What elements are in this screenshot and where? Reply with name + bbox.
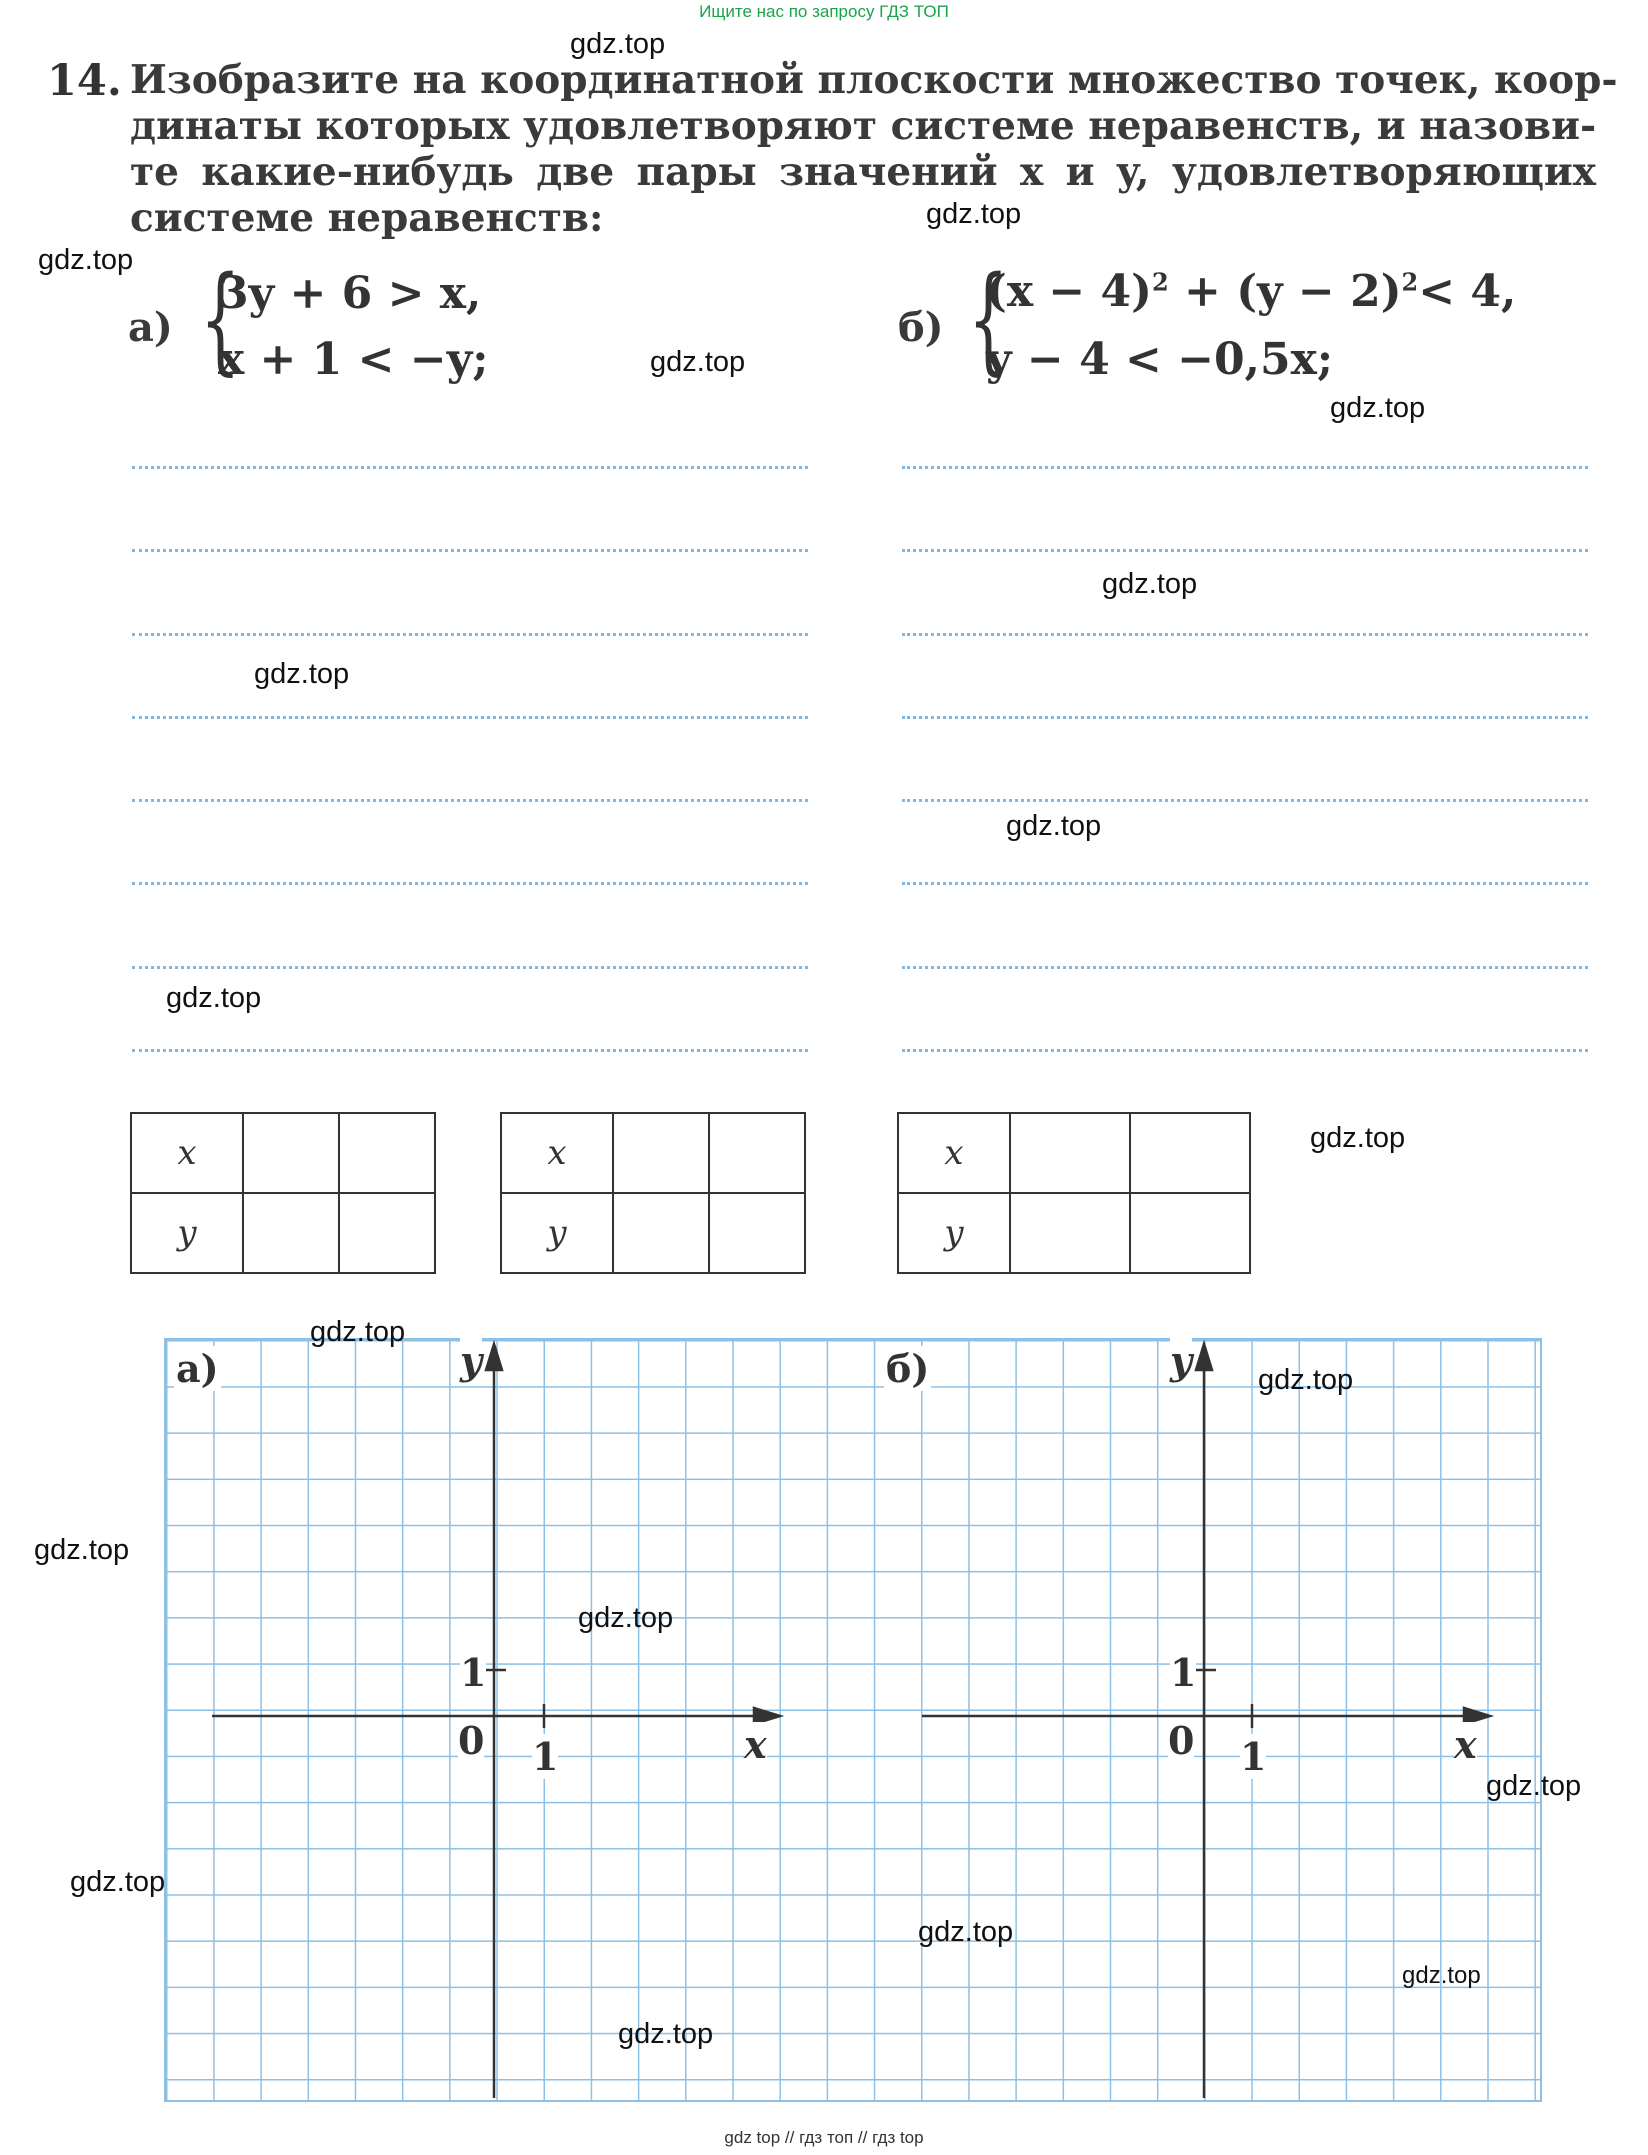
graph-a-x-tick-label: 1: [532, 1734, 559, 1779]
graph-b-origin: 0: [1168, 1718, 1195, 1763]
watermark: gdz.top: [38, 244, 134, 276]
system-a-inequality-2: x + 1 < −y;: [218, 334, 489, 385]
graph-b-x-label: x: [1454, 1722, 1477, 1767]
table-row-label-x: x: [131, 1113, 243, 1193]
search-hint: Ищите нас по запросу ГДЗ ТОП: [699, 2, 949, 21]
table-row-label-y: y: [898, 1193, 1010, 1273]
watermark: gdz.top: [166, 982, 262, 1014]
watermark: gdz.top: [254, 658, 350, 690]
system-a-inequality-1: 3y + 6 > x,: [218, 268, 482, 319]
task-text-line-1: Изобразите на координатной плоскости множество точек, коор-: [130, 57, 1618, 103]
watermark: gdz.top: [578, 1602, 674, 1634]
watermark: gdz.top: [926, 198, 1022, 230]
graph-b-x-tick-label: 1: [1240, 1734, 1267, 1779]
table-row-label-y: y: [131, 1193, 243, 1273]
graph-b-y-tick-label: 1: [1170, 1650, 1197, 1695]
watermark: gdz.top: [918, 1916, 1014, 1948]
watermark: gdz.top: [1258, 1364, 1354, 1396]
graph-b-y-label: y: [1170, 1338, 1193, 1383]
brace-icon: {: [200, 252, 241, 387]
graph-b-label: б): [886, 1346, 930, 1391]
task-text-line-4: системе неравенств:: [130, 195, 604, 241]
task-text-line-3: те какие-нибудь две пары значений x и y, удовлетворяющих: [130, 149, 1596, 195]
system-b-inequality-1: $(x - 4)^2 + (y - 2)^2< 4$,: [986, 266, 1517, 317]
task-number: 14.: [47, 56, 122, 106]
table-row-label-x: x: [501, 1113, 613, 1193]
graph-a-y-label: y: [460, 1338, 483, 1383]
system-b-inequality-2: y − 4 < −0,5x;: [986, 334, 1334, 385]
watermark: gdz.top: [570, 28, 666, 60]
watermark: gdz.top: [1330, 392, 1426, 424]
watermark: gdz.top: [1006, 810, 1102, 842]
watermark: gdz.top: [650, 346, 746, 378]
table-row-label-y: y: [501, 1193, 613, 1273]
y-axis-arrow-icon: [486, 1344, 502, 1370]
watermark: gdz.top: [1102, 568, 1198, 600]
watermark: gdz.top: [1402, 1962, 1481, 1989]
footer-watermark: gdz top // гдз топ // гдз top: [724, 2128, 924, 2147]
graph-a-label: а): [176, 1346, 219, 1391]
brace-icon: {: [968, 252, 1009, 387]
watermark: gdz.top: [1486, 1770, 1582, 1802]
watermark: gdz.top: [70, 1866, 166, 1898]
watermark: gdz.top: [618, 2018, 714, 2050]
graph-a-y-tick-label: 1: [460, 1650, 487, 1695]
graph-a-origin: 0: [458, 1718, 485, 1763]
table-row-label-x: x: [898, 1113, 1010, 1193]
watermark: gdz.top: [1310, 1122, 1406, 1154]
graph-a-x-label: x: [744, 1722, 767, 1767]
y-axis-arrow-icon: [1196, 1344, 1212, 1370]
system-a-label: а): [128, 304, 173, 351]
watermark: gdz.top: [34, 1534, 130, 1566]
watermark: gdz.top: [310, 1316, 406, 1348]
task-text-line-2: динаты которых удовлетворяют системе неравенств, и назови-: [130, 103, 1597, 149]
system-b-label: б): [898, 304, 944, 351]
